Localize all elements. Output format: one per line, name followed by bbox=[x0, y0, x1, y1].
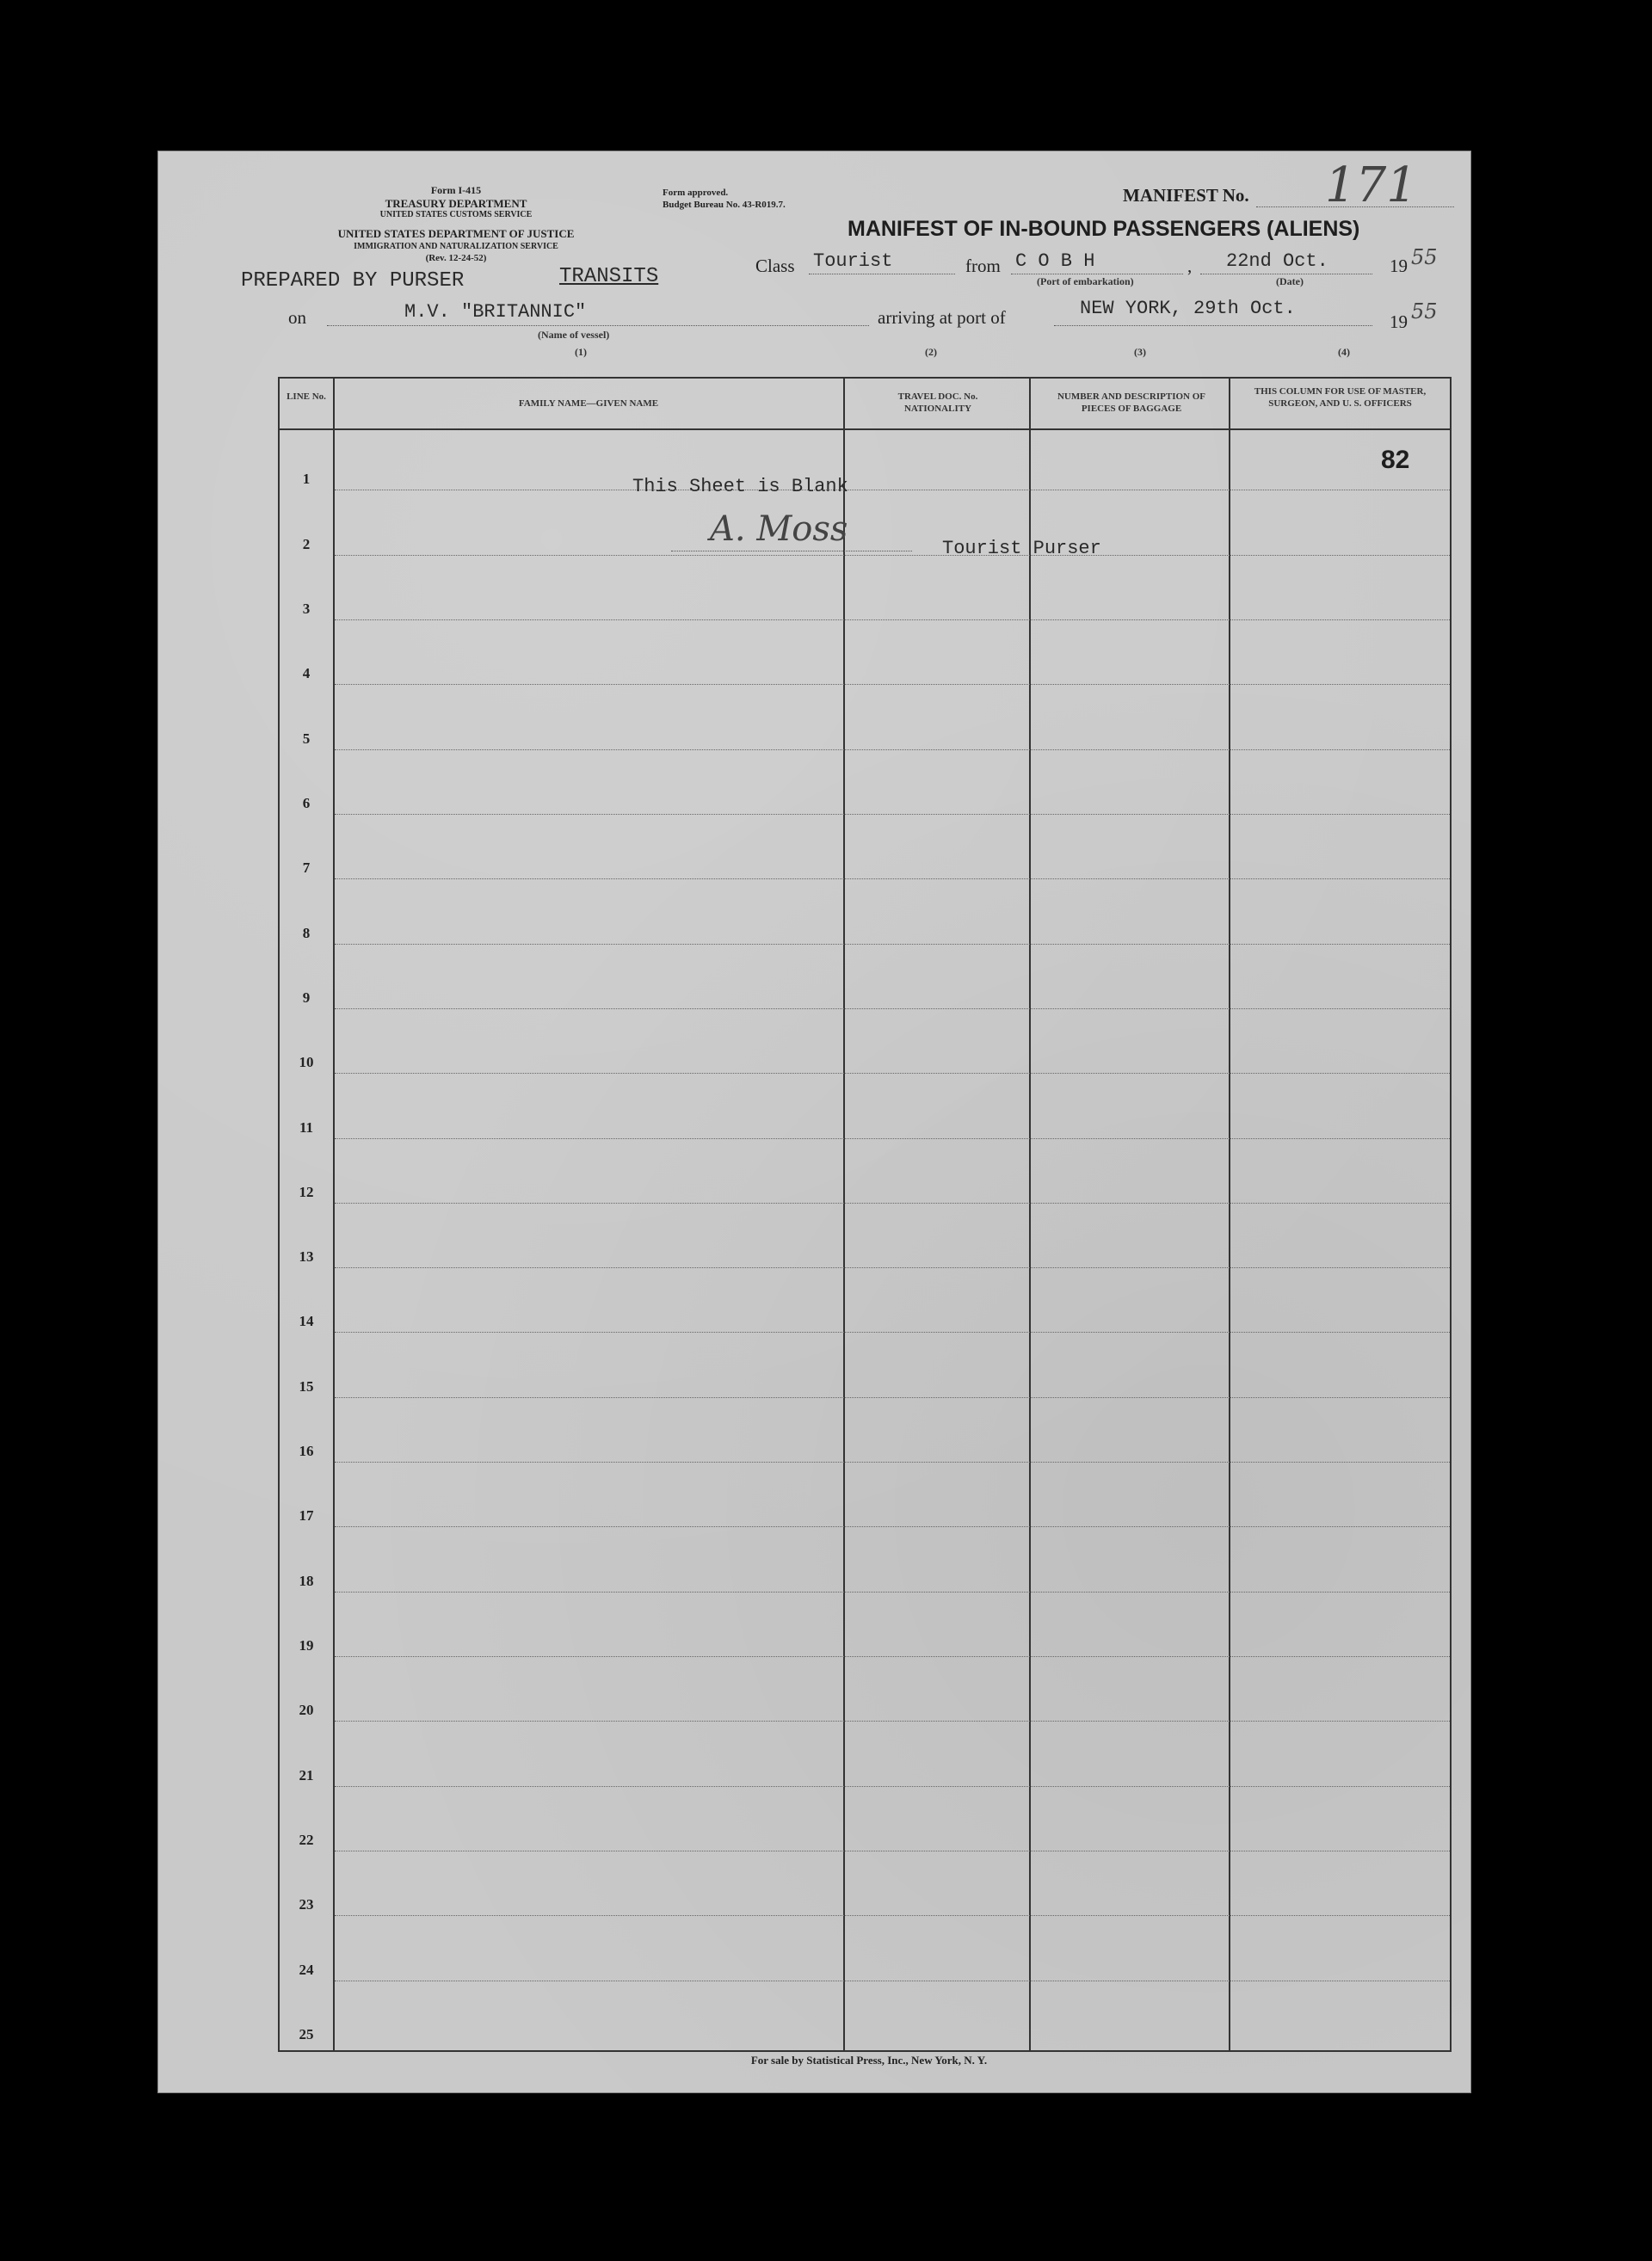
line-number: 13 bbox=[299, 1248, 314, 1266]
year-suffix: 55 bbox=[1411, 245, 1438, 269]
line-number: 12 bbox=[299, 1183, 314, 1200]
justice-dept: UNITED STATES DEPARTMENT OF JUSTICE bbox=[337, 227, 575, 240]
vessel-line bbox=[327, 325, 869, 326]
manifest-title: MANIFEST OF IN-BOUND PASSENGERS (ALIENS) bbox=[848, 217, 1360, 241]
customs-service: UNITED STATES CUSTOMS SERVICE bbox=[379, 210, 533, 219]
line-number: 5 bbox=[302, 730, 311, 747]
row-line bbox=[335, 1203, 1450, 1204]
header-officers: THIS COLUMN FOR USE OF MASTER, SURGEON, AND U. S. OFFICERS bbox=[1254, 386, 1427, 410]
officer-number: 82 bbox=[1381, 446, 1410, 474]
row-line bbox=[335, 1721, 1450, 1722]
class-label: Class bbox=[755, 256, 795, 276]
row-line bbox=[335, 1656, 1450, 1657]
line-number: 19 bbox=[299, 1637, 314, 1654]
line-number: 24 bbox=[299, 1961, 314, 1978]
form-number: Form I-415 bbox=[430, 184, 482, 196]
row-line bbox=[335, 878, 1450, 879]
revision: (Rev. 12-24-52) bbox=[425, 253, 487, 263]
row-line bbox=[335, 1073, 1450, 1074]
prepared-by-value: TRANSITS bbox=[559, 265, 659, 288]
row-line bbox=[335, 684, 1450, 685]
row-line bbox=[335, 1915, 1450, 1916]
passenger-table bbox=[278, 377, 1452, 2052]
line-number: 1 bbox=[302, 471, 311, 488]
line-number: 15 bbox=[299, 1377, 314, 1395]
printer-footer: For sale by Statistical Press, Inc., New York, N. Y. bbox=[750, 2054, 988, 2067]
col-number-4: (4) bbox=[1338, 346, 1350, 358]
port-caption: (Port of embarkation) bbox=[1037, 275, 1134, 287]
prepared-by-label: PREPARED BY PURSER bbox=[241, 269, 465, 293]
col-number-3: (3) bbox=[1134, 346, 1146, 358]
row-line bbox=[335, 1397, 1450, 1398]
class-value: Tourist bbox=[813, 250, 893, 272]
line-number: 6 bbox=[302, 794, 311, 811]
header-baggage: NUMBER AND DESCRIPTION OF PIECES OF BAGGAGE bbox=[1057, 391, 1206, 415]
row-line bbox=[335, 814, 1450, 815]
vessel-name: M.V. "BRITANNIC" bbox=[404, 301, 587, 323]
manifest-no-label: MANIFEST No. bbox=[1123, 185, 1249, 206]
arrival-line bbox=[1054, 325, 1372, 326]
arriving-label: arriving at port of bbox=[878, 307, 1006, 328]
line-number: 4 bbox=[302, 665, 311, 682]
comma: , bbox=[1187, 256, 1193, 276]
line-number: 14 bbox=[299, 1313, 314, 1330]
year-prefix: 19 bbox=[1390, 256, 1408, 276]
on-label: on bbox=[288, 307, 306, 328]
column-divider bbox=[333, 379, 335, 2050]
arrival-port: NEW YORK, 29th Oct. bbox=[1080, 298, 1296, 319]
line-number: 21 bbox=[299, 1766, 314, 1784]
line-number: 23 bbox=[299, 1896, 314, 1913]
line-number: 22 bbox=[299, 1832, 314, 1849]
row-line bbox=[335, 619, 1450, 620]
form-approved: Form approved. bbox=[663, 188, 729, 198]
vessel-caption: (Name of vessel) bbox=[538, 329, 610, 341]
treasury-dept: TREASURY DEPARTMENT bbox=[385, 197, 527, 210]
purser-title: Tourist Purser bbox=[942, 538, 1101, 559]
line-number: 18 bbox=[299, 1572, 314, 1589]
line-number: 25 bbox=[299, 2026, 314, 2042]
arrival-year-prefix: 19 bbox=[1390, 311, 1408, 332]
row-line bbox=[335, 1462, 1450, 1463]
line-number: 20 bbox=[299, 1702, 314, 1719]
line-number: 10 bbox=[299, 1054, 314, 1071]
from-label: from bbox=[965, 256, 1001, 276]
arrival-year-suffix: 55 bbox=[1411, 299, 1438, 323]
column-divider bbox=[843, 379, 845, 2050]
line-number: 16 bbox=[299, 1443, 314, 1460]
line-number: 2 bbox=[302, 535, 311, 552]
line-number: 11 bbox=[299, 1118, 314, 1136]
row-line bbox=[335, 1592, 1450, 1593]
manifest-number: 171 bbox=[1325, 157, 1417, 213]
row-line bbox=[335, 1332, 1450, 1333]
row-line bbox=[335, 1008, 1450, 1009]
row-line bbox=[335, 1786, 1450, 1787]
row-line bbox=[335, 1267, 1450, 1268]
departure-date: 22nd Oct. bbox=[1226, 250, 1328, 272]
line-number: 17 bbox=[299, 1507, 314, 1525]
budget-bureau: Budget Bureau No. 43-R019.7. bbox=[663, 200, 786, 210]
col-number-2: (2) bbox=[925, 346, 937, 358]
blank-sheet-note: This Sheet is Blank bbox=[632, 476, 848, 497]
line-number: 3 bbox=[302, 600, 311, 617]
column-divider bbox=[1229, 379, 1230, 2050]
row-line bbox=[335, 555, 1450, 556]
line-number: 8 bbox=[302, 924, 311, 941]
purser-signature: A. Moss bbox=[710, 509, 848, 549]
row-line bbox=[335, 1526, 1450, 1527]
port-value: C O B H bbox=[1015, 250, 1095, 272]
line-number: 9 bbox=[302, 989, 311, 1006]
date-caption: (Date) bbox=[1276, 275, 1304, 287]
row-line bbox=[335, 944, 1450, 945]
col-number-1: (1) bbox=[575, 346, 587, 358]
header-name: FAMILY NAME—GIVEN NAME bbox=[518, 398, 659, 409]
row-line bbox=[335, 749, 1450, 750]
row-line bbox=[335, 1138, 1450, 1139]
header-line-no: LINE No. bbox=[287, 391, 326, 402]
header-travel-doc: TRAVEL DOC. No. NATIONALITY bbox=[897, 391, 978, 415]
line-number: 7 bbox=[302, 859, 311, 877]
ins-service: IMMIGRATION AND NATURALIZATION SERVICE bbox=[354, 242, 558, 251]
column-divider bbox=[1029, 379, 1031, 2050]
header-rule bbox=[280, 428, 1450, 430]
